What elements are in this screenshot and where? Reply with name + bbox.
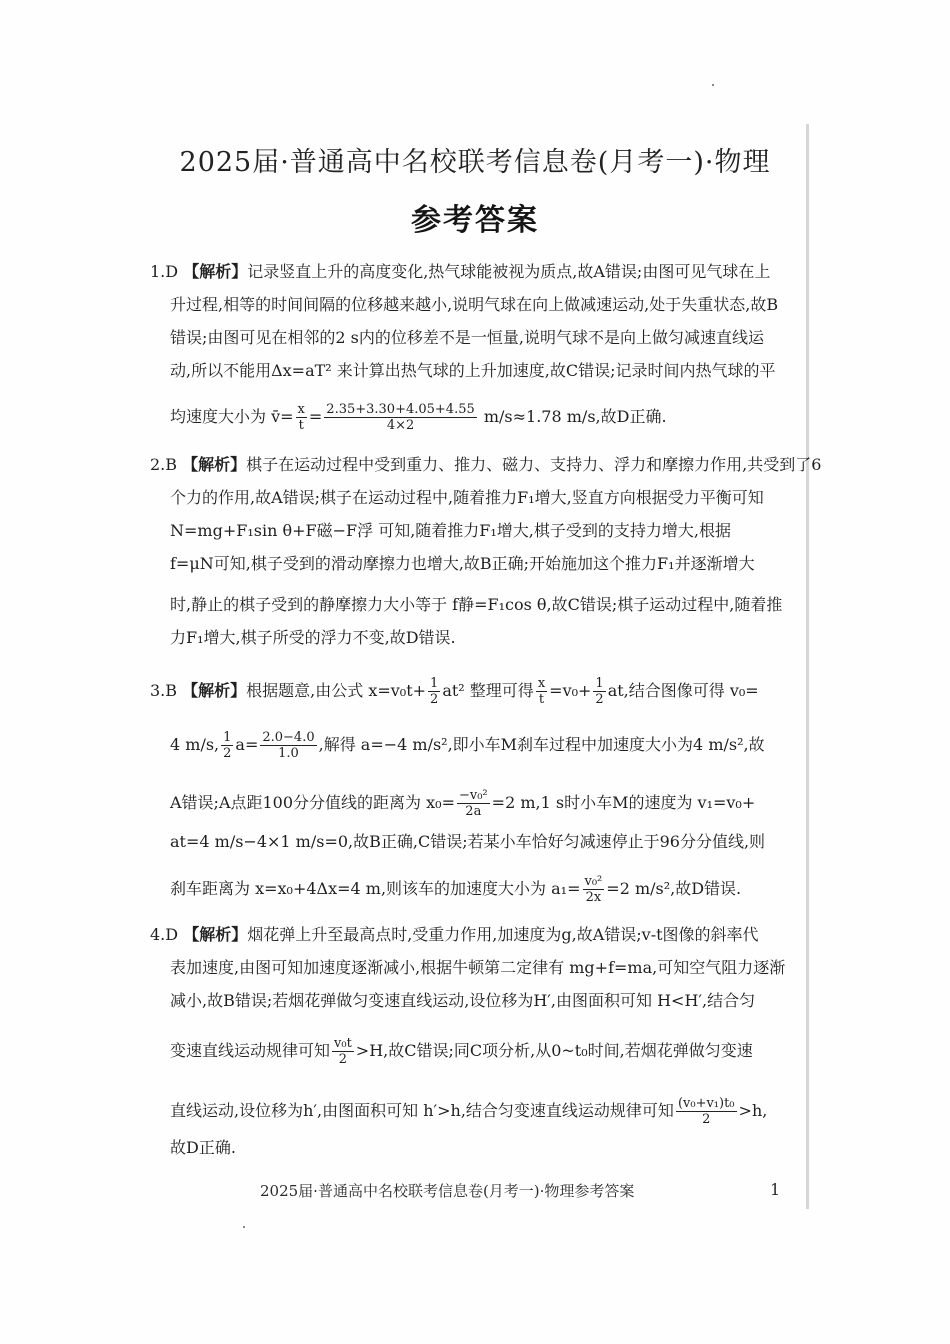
fraction-numerator: x xyxy=(537,676,546,691)
q3-line-3-text-a: A错误;A点距100分分值线的距离为 x₀= xyxy=(170,793,455,812)
fraction-slope xyxy=(260,730,316,761)
q3-line-5-text-b: =2 m/s²,故D错误. xyxy=(606,879,742,898)
fraction-one-half xyxy=(428,676,440,707)
scan-speck xyxy=(243,1226,245,1228)
fraction-one-half xyxy=(221,730,233,761)
q3-line-1-text-a: 根据题意,由公式 x=v₀t+ xyxy=(246,681,427,700)
q3-line-3-text-b: =2 m,1 s时小车M的速度为 v₁=v₀+ xyxy=(491,793,756,812)
q1-line-5-text-b: m/s≈1.78 m/s,故D正确. xyxy=(483,407,667,426)
fraction-one-half xyxy=(593,676,605,707)
q4-line-3: 减小,故B错误;若烟花弹做匀变速直线运动,设位移为H′,由图面积可知 H<H′,结合匀 xyxy=(170,991,756,1010)
page-footer: 2025届·普通高中名校联考信息卷(月考一)·物理参考答案 xyxy=(260,1182,635,1200)
q1-line-5-text-a: 均速度大小为 v̄= xyxy=(170,407,294,426)
fraction-numerator: 2.0−4.0 xyxy=(262,730,315,745)
fraction-denominator: 2 xyxy=(338,1052,348,1067)
q3-line-5-text-a: 刹车距离为 x=x₀+4Δx=4 m,则该车的加速度大小为 a₁= xyxy=(170,879,581,898)
q2-line-5: 时,静止的棋子受到的静摩擦力大小等于 f静=F₁cos θ,故C错误;棋子运动过程中,随着推 xyxy=(170,595,783,614)
fraction-x-over-t xyxy=(296,402,307,433)
q4-line-4-text-b: >H,故C错误;同C项分析,从0~t₀时间,若烟花弹做匀变速 xyxy=(355,1041,753,1060)
q1-analysis-tag: 【解析】 xyxy=(183,262,248,281)
fraction-denominator: 2 xyxy=(223,746,232,761)
document-subtitle: 参考答案 xyxy=(411,203,539,238)
q3-line-1 xyxy=(150,676,802,707)
q4-analysis-tag: 【解析】 xyxy=(183,925,248,944)
q2-line-6: 力F₁增大,棋子所受的浮力不变,故D错误. xyxy=(170,628,456,647)
fraction-denominator: 2 xyxy=(595,692,604,707)
fraction-numerator: 1 xyxy=(223,730,232,745)
fraction-average-velocity xyxy=(324,402,476,433)
document-title: 2025届·普通高中名校联考信息卷(月考一)·物理 xyxy=(179,147,771,178)
fraction-denominator: 2 xyxy=(702,1112,711,1127)
q3-number: 3.B xyxy=(150,681,178,700)
fraction-numerator: v₀t xyxy=(334,1036,352,1051)
fraction-denominator: 1.0 xyxy=(278,746,299,761)
q1-line-1 xyxy=(150,262,802,282)
q2-text: 棋子在运动过程中受到重力、推力、磁力、支持力、浮力和摩擦力作用,共受到了6 xyxy=(246,455,822,474)
fraction-denominator: 2x xyxy=(585,890,602,905)
q1-text: 记录竖直上升的高度变化,热气球能被视为质点,故A错误;由图可见气球在上 xyxy=(247,262,771,281)
scan-speck xyxy=(712,84,714,86)
q3-line-5 xyxy=(170,874,802,905)
fraction-denominator: 2 xyxy=(430,692,439,707)
q3-line-2 xyxy=(170,730,802,761)
q1-line-3: 错误;由图可见在相邻的2 s内的位移差不是一恒量,说明气球不是向上做匀减速直线运 xyxy=(170,328,764,347)
q3-line-2-text-a: 4 m/s, xyxy=(170,735,220,754)
q1-number: 1.D xyxy=(150,262,179,281)
q4-line-5-text-b: >h, xyxy=(738,1101,768,1120)
q4-line-4-text-a: 变速直线运动规律可知 xyxy=(170,1041,331,1060)
equals-sign: = xyxy=(308,407,323,426)
q4-line-1 xyxy=(150,925,802,945)
fraction-acceleration xyxy=(583,874,605,905)
fraction-denominator: t xyxy=(538,692,545,707)
q4-number: 4.D xyxy=(150,925,179,944)
fraction-distance xyxy=(457,788,490,819)
page-edge-shadow xyxy=(806,124,809,1209)
q3-line-3 xyxy=(170,788,802,819)
q2-line-2: 个力的作用,故A错误;棋子在运动过程中,随着推力F₁增大,竖直方向根据受力平衡可知 xyxy=(170,488,764,507)
q1-line-5 xyxy=(170,402,802,433)
q4-line-5 xyxy=(170,1096,802,1127)
fraction-numerator: 2.35+3.30+4.05+4.55 xyxy=(326,402,475,417)
q3-line-4: at=4 m/s−4×1 m/s=0,故B正确,C错误;若某小车恰好匀减速停止于96分分值线,则 xyxy=(170,832,766,851)
q3-line-1-text-b: at² 整理可得 xyxy=(442,681,534,700)
q2-line-4: f=μN可知,棋子受到的滑动摩擦力也增大,故B正确;开始施加这个推力F₁并逐渐增大 xyxy=(170,554,755,573)
q4-line-5-text-a: 直线运动,设位移为h′,由图面积可知 h′>h,结合匀变速直线运动规律可知 xyxy=(170,1101,674,1120)
q4-line-2: 表加速度,由图可知加速度逐渐减小,根据牛顿第二定律有 mg+f=ma,可知空气阻力逐渐 xyxy=(170,958,786,977)
fraction-denominator: 2a xyxy=(465,804,482,819)
q4-text: 烟花弹上升至最高点时,受重力作用,加速度为g,故A错误;v-t图像的斜率代 xyxy=(247,925,759,944)
q1-line-4: 动,所以不能用Δx=aT² 来计算出热气球的上升加速度,故C错误;记录时间内热气球的平 xyxy=(170,361,776,380)
q2-analysis-tag: 【解析】 xyxy=(182,455,247,474)
q4-line-6: 故D正确. xyxy=(170,1138,236,1157)
fraction-numerator: x xyxy=(297,402,305,417)
fraction-x-over-t xyxy=(536,676,547,707)
q3-line-2-text-b: a= xyxy=(235,735,259,754)
fraction-numerator: 1 xyxy=(595,676,604,691)
fraction-average-displacement xyxy=(676,1096,737,1127)
q4-line-4 xyxy=(170,1036,802,1067)
q3-analysis-tag: 【解析】 xyxy=(182,681,247,700)
q2-line-1 xyxy=(150,455,822,475)
fraction-numerator: v₀² xyxy=(584,874,603,889)
fraction-numerator: 1 xyxy=(430,676,439,691)
q3-line-1-text-d: at,结合图像可得 v₀= xyxy=(607,681,759,700)
fraction-numerator: (v₀+v₁)t₀ xyxy=(677,1096,735,1111)
q3-line-1-text-c: =v₀+ xyxy=(549,681,592,700)
q3-line-2-text-c: ,解得 a=−4 m/s²,即小车M刹车过程中加速度大小为4 m/s²,故 xyxy=(318,735,765,754)
fraction-denominator: 4×2 xyxy=(386,418,415,433)
q2-number: 2.B xyxy=(150,455,178,474)
q2-line-3: N=mg+F₁sin θ+F磁−F浮 可知,随着推力F₁增大,棋子受到的支持力增大,根据 xyxy=(170,521,731,540)
fraction-v0t-over-2 xyxy=(332,1036,354,1067)
q1-line-2: 升过程,相等的时间间隔的位移越来越小,说明气球在向上做减速运动,处于失重状态,故B xyxy=(170,295,779,314)
page-number: 1 xyxy=(770,1180,781,1199)
fraction-denominator: t xyxy=(298,418,304,433)
fraction-numerator: −v₀² xyxy=(458,788,488,803)
